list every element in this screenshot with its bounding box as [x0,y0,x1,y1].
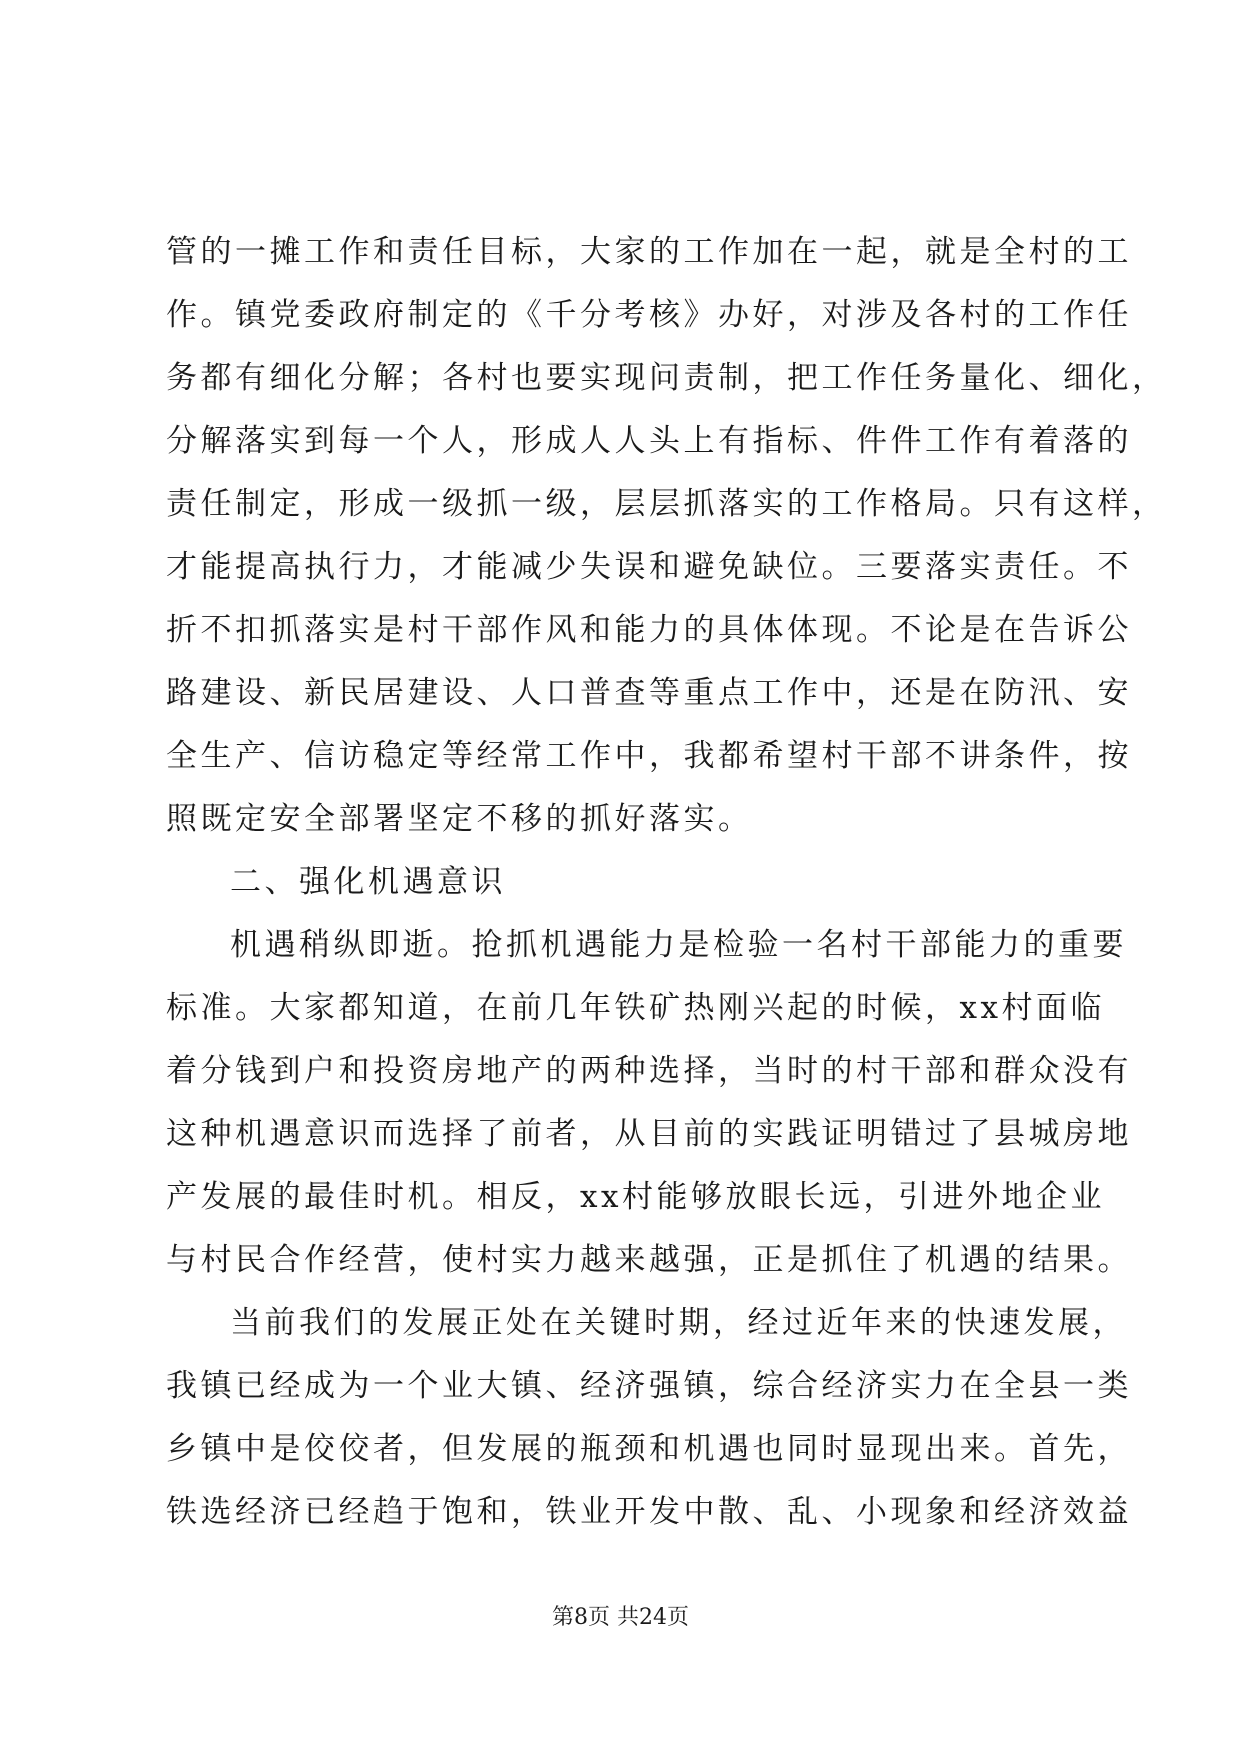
text-line: 乡镇中是佼佼者，但发展的瓶颈和机遇也同时显现出来。首先， [166,1431,1132,1467]
text-line: 铁选经济已经趋于饱和，铁业开发中散、乱、小现象和经济效益 [166,1494,1132,1530]
text-line: 机遇稍纵即逝。抢抓机遇能力是检验一名村干部能力的重要 [230,927,1127,963]
text-line: 才能提高执行力，才能减少失误和避免缺位。三要落实责任。不 [166,549,1132,585]
text-line: 这种机遇意识而选择了前者，从目前的实践证明错过了县城房地 [166,1116,1132,1152]
text-line: 全生产、信访稳定等经常工作中，我都希望村干部不讲条件，按 [166,738,1132,774]
text-line: 管的一摊工作和责任目标，大家的工作加在一起，就是全村的工 [166,234,1132,270]
text-line: 着分钱到户和投资房地产的两种选择，当时的村干部和群众没有 [166,1053,1132,1089]
text-line: 务都有细化分解；各村也要实现问责制，把工作任务量化、细化， [166,360,1167,396]
text-line: 作。镇党委政府制定的《千分考核》办好，对涉及各村的工作任 [166,297,1132,333]
text-line: 产发展的最佳时机。相反，xx村能够放眼长远，引进外地企业 [166,1179,1105,1215]
text-line: 折不扣抓落实是村干部作风和能力的具体体现。不论是在告诉公 [166,612,1132,648]
page-number-footer: 第8页 共24页 [552,1605,689,1630]
text-line: 照既定安全部署坚定不移的抓好落实。 [166,801,753,837]
text-line: 路建设、新民居建设、人口普查等重点工作中，还是在防汛、安 [166,675,1132,711]
text-line: 标准。大家都知道，在前几年铁矿热刚兴起的时候，xx村面临 [166,990,1105,1026]
text-line: 分解落实到每一个人，形成人人头上有指标、件件工作有着落的 [166,423,1132,459]
text-line: 与村民合作经营，使村实力越来越强，正是抓住了机遇的结果。 [166,1242,1132,1278]
text-line: 责任制定，形成一级抓一级，层层抓落实的工作格局。只有这样， [166,486,1167,522]
text-line: 当前我们的发展正处在关键时期，经过近年来的快速发展， [230,1305,1127,1341]
section-heading: 二、强化机遇意识 [230,864,506,900]
text-line: 我镇已经成为一个业大镇、经济强镇，综合经济实力在全县一类 [166,1368,1132,1404]
